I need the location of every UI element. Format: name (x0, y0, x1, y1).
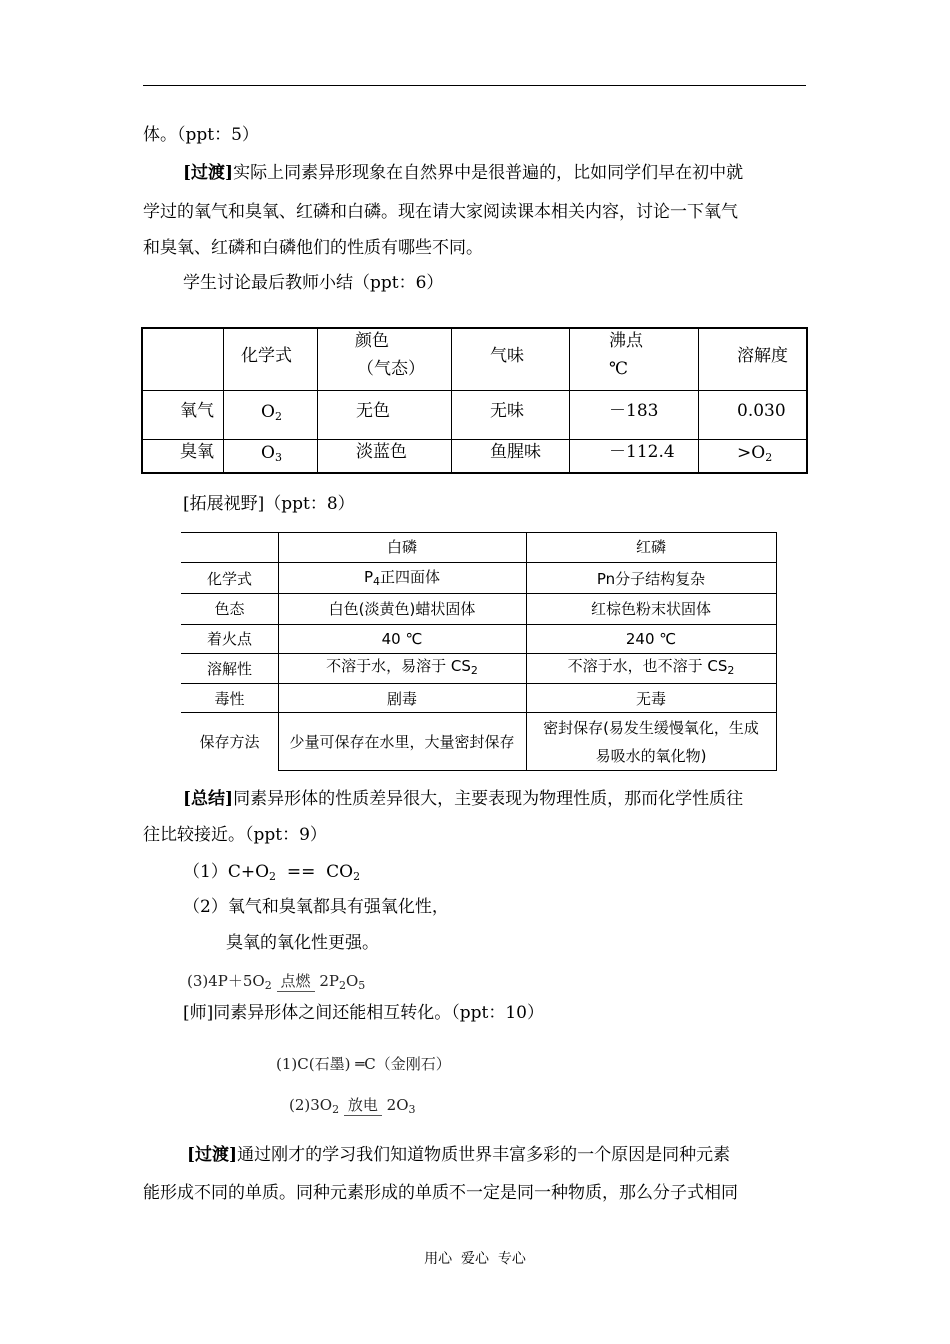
row-oxygen-sol: 0.030 (737, 401, 786, 421)
equation-3: $(3)4P+5O_2$ 点燃 $2P_2O_5$ (187, 972, 366, 992)
header-white-phosphorus: 白磷 (386, 538, 417, 556)
row-oxygen-bp: －183 (609, 401, 659, 421)
header-bp-unit: ℃ (609, 359, 629, 379)
point-2: （2）氧气和臭氧都具有强氧化性， (183, 897, 449, 917)
red-toxicity: 无毒 (635, 690, 666, 708)
oxygen-ozone-table (141, 327, 808, 474)
label-storage: 保存方法 (199, 733, 260, 751)
row-ozone-sol: $>O_2$ (737, 443, 773, 464)
row-ozone-name: 臭氧 (180, 442, 214, 462)
red-state: 红棕色粉末状固体 (590, 600, 711, 618)
transition-paragraph-line1: [过渡]实际上同素异形现象在自然界中是很普遍的，比如同学们早在初中就 (183, 163, 744, 183)
summary-tag: [总结] (183, 789, 234, 809)
label-ignition: 着火点 (206, 630, 252, 648)
red-solubility: 不溶于水，也不溶于 $CS_2$ (567, 657, 735, 677)
header-color: 颜色 (355, 331, 389, 351)
label-toxicity: 毒性 (214, 690, 245, 708)
transition2-tag: [过渡] (187, 1145, 238, 1165)
summary-paragraph-line2: 往比较接近。（ppt：9） (143, 825, 327, 845)
paragraph-continuation: 体。（ppt：5） (143, 125, 259, 145)
red-ignition: 240 ℃ (625, 630, 677, 648)
white-storage: 少量可保存在水里，大量密封保存 (289, 733, 515, 751)
row-ozone-smell: 鱼腥味 (490, 442, 541, 462)
extended-view-heading: [拓展视野]（ppt：8） (183, 494, 355, 514)
point-2-continued: 臭氧的氧化性更强。 (226, 933, 379, 953)
white-solubility: 不溶于水，易溶于 $CS_2$ (326, 657, 478, 677)
red-formula: Pn分子结构复杂 (596, 570, 706, 588)
label-solubility: 溶解性 (206, 660, 252, 678)
transition-paragraph-line2: 学过的氧气和臭氧、红磷和白磷。现在请大家阅读课本相关内容，讨论一下氧气 (143, 202, 738, 222)
row-ozone-color: 淡蓝色 (356, 442, 407, 462)
transition-paragraph-line3: 和臭氧、红磷和白磷他们的性质有哪些不同。 (143, 238, 483, 258)
header-rule (143, 85, 806, 86)
red-storage-line2: 易吸水的氧化物) (595, 747, 707, 765)
header-color-sub: （气态） (357, 359, 425, 379)
white-state: 白色(淡黄色)蜡状固体 (328, 600, 476, 618)
equation-graphite-diamond: (1)C(石墨) ═C（金刚石） (276, 1055, 451, 1073)
condition-ignite: 点燃 (277, 971, 315, 992)
header-bp: 沸点 (609, 331, 643, 351)
red-storage-line1: 密封保存(易发生缓慢氧化，生成 (543, 719, 759, 737)
teacher-note: [师]同素异形体之间还能相互转化。（ppt：10） (183, 1003, 544, 1023)
page-footer: 用心 爱心 专心 (424, 1251, 526, 1267)
equation-ozone: $(2)3O_2$ 放电 $2O_3$ (289, 1096, 416, 1116)
header-smell: 气味 (490, 346, 524, 366)
condition-discharge: 放电 (344, 1095, 382, 1116)
header-red-phosphorus: 红磷 (635, 538, 666, 556)
header-solubility: 溶解度 (737, 346, 788, 366)
phosphorus-table (181, 532, 777, 772)
transition-tag: [过渡] (183, 163, 234, 183)
row-oxygen-name: 氧气 (180, 401, 214, 421)
row-oxygen-color: 无色 (356, 401, 390, 421)
equation-1: $(1)C+O_2 == CO_2$ (183, 862, 361, 883)
white-toxicity: 剧毒 (386, 690, 417, 708)
label-formula: 化学式 (206, 570, 252, 588)
row-oxygen-formula: $O_2$ (261, 402, 282, 423)
row-oxygen-smell: 无味 (490, 401, 524, 421)
transition2-line1: [过渡]通过刚才的学习我们知道物质世界丰富多彩的一个原因是同种元素 (187, 1145, 731, 1165)
white-ignition: 40 ℃ (381, 630, 423, 648)
summary-paragraph-line1: [总结]同素异形体的性质差异很大，主要表现为物理性质，那而化学性质往 (183, 789, 744, 809)
white-formula: $P_4$正四面体 (363, 568, 441, 588)
discussion-summary: 学生讨论最后教师小结（ppt：6） (183, 273, 444, 293)
row-ozone-formula: $O_3$ (261, 443, 282, 464)
transition2-line2: 能形成不同的单质。同种元素形成的单质不一定是同一种物质，那么分子式相同 (143, 1183, 738, 1203)
row-ozone-bp: －112.4 (609, 442, 675, 462)
label-state: 色态 (214, 600, 245, 618)
header-formula: 化学式 (241, 346, 292, 366)
